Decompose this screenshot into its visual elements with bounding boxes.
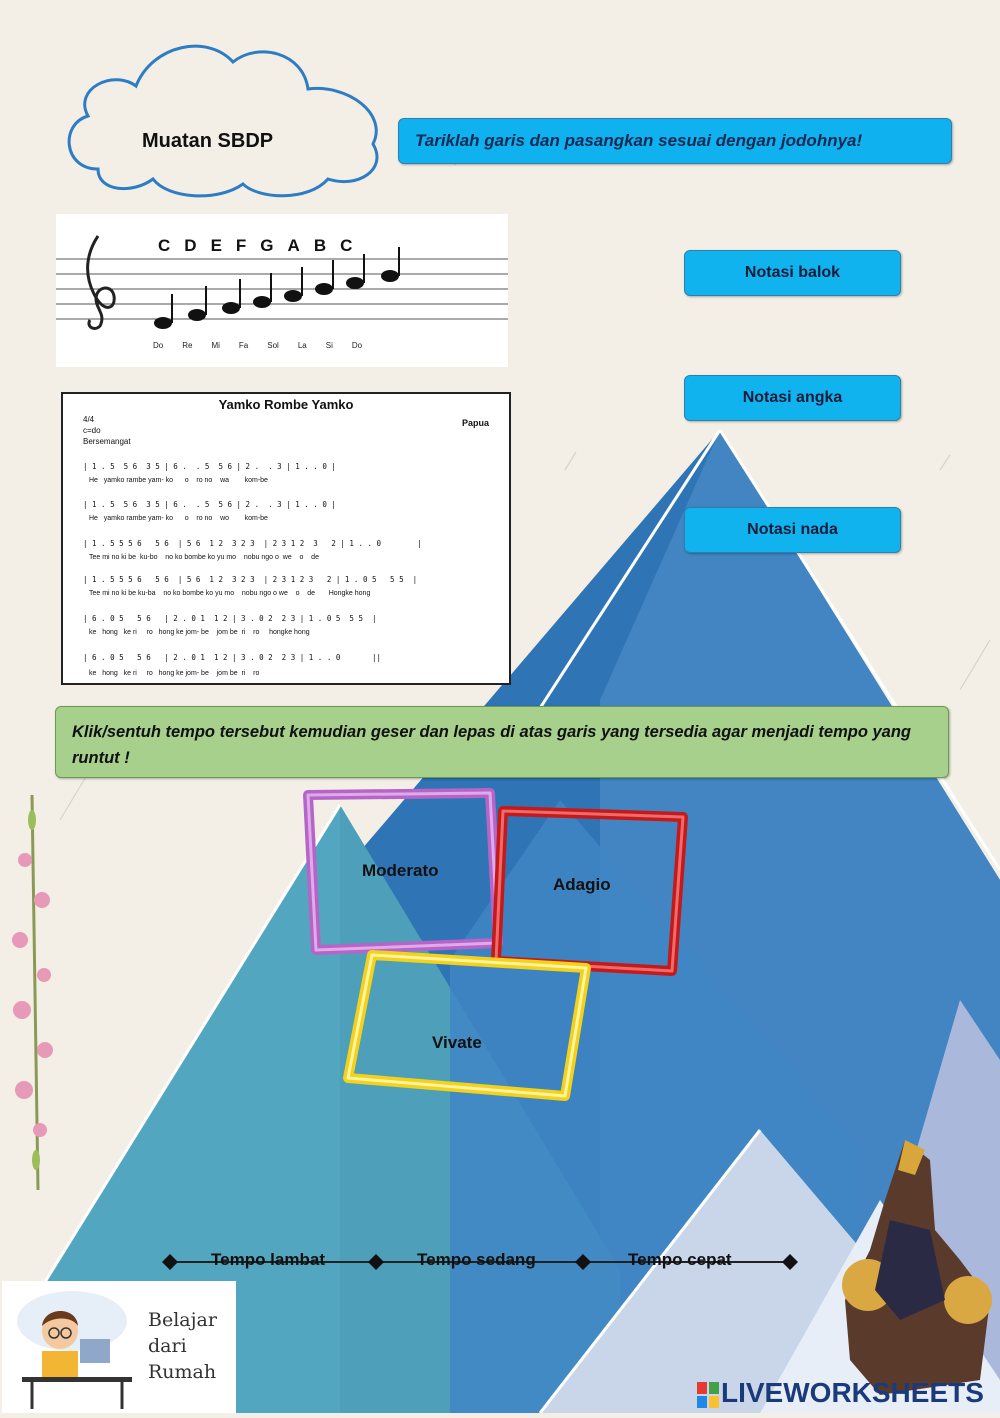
score-notes-1: | 1 . 5 5 6 3 5 | 6 . . 5 5 6 | 2 . . 3 | 1 . . 0 | (83, 462, 336, 471)
belajar-dari-rumah-logo (2, 1281, 236, 1413)
score-notes-4: | 1 . 5 5 5 6 5 6 | 5 6 1 2 3 2 3 | 2 3 1 2 3 2 | 1 . 0 5 5 5 | (83, 575, 418, 584)
drop-slot-tempo-sedang[interactable]: Tempo sedang (417, 1250, 536, 1269)
score-lyric-6: ke hong ke ri ro hong ke jom- be jom be ri ro (89, 670, 260, 677)
belajar-text: Belajar dari Rumah (148, 1309, 217, 1383)
score-lyric-3: Tee mi no ki be ku-bo no ko bombe ko yu mo nobu ngo o we o de (89, 554, 319, 561)
instruction-drag-tempo (55, 706, 949, 778)
cloud-shape (58, 34, 390, 199)
score-notes-2: | 1 . 5 5 6 3 5 | 6 . . 5 5 6 | 2 . . 3 | 1 . . 0 | (83, 500, 336, 509)
drop-slot-tempo-cepat[interactable]: Tempo cepat (628, 1250, 732, 1269)
drop-slot-tempo-lambat[interactable]: Tempo lambat (211, 1250, 325, 1269)
solfege-row: Do Re Mi Fa Sol La Si Do (153, 341, 363, 350)
note-letters: CDEFGABC (158, 236, 367, 255)
tempo-card-vivate[interactable]: Vivate (432, 1033, 482, 1052)
staff-notation-image[interactable] (56, 214, 508, 367)
option-notasi-nada[interactable]: Notasi nada (684, 507, 901, 553)
score-region: Papua (461, 418, 489, 428)
score-meta: 4/4 c=do Bersemangat (83, 415, 131, 446)
subject-title: Muatan SBDP (142, 130, 274, 152)
instruction-matching (398, 118, 952, 164)
option-notasi-angka[interactable]: Notasi angka (684, 375, 901, 421)
tempo-card-adagio[interactable]: Adagio (553, 875, 611, 894)
tempo-frames (300, 785, 690, 1105)
score-lyric-1: He yamko rambe yam- ko o ro no wa kom-be (89, 477, 268, 484)
score-lyric-5: ke hong ke ri ro hong ke jom- be jom be ri ro hongke hong (89, 629, 310, 636)
option-notasi-balok[interactable]: Notasi balok (684, 250, 901, 296)
liveworksheets-logo: LIVEWORKSHEETS (697, 1377, 984, 1409)
score-notes-5: | 6 . 0 5 5 6 | 2 . 0 1 1 2 | 3 . 0 2 2 3 | 1 . 0 5 5 5 | (83, 614, 377, 623)
tempo-card-moderato[interactable]: Moderato (362, 861, 439, 880)
live-badge-icon (697, 1382, 719, 1408)
score-notes-6: | 6 . 0 5 5 6 | 2 . 0 1 1 2 | 3 . 0 2 2 3 | 1 . . 0 || (83, 653, 382, 662)
score-notes-3: | 1 . 5 5 5 6 5 6 | 5 6 1 2 3 2 3 | 2 3 1 2 3 2 | 1 . . 0 | (83, 539, 422, 548)
score-title: Yamko Rombe Yamko (218, 397, 354, 412)
instruction-drag-tempo-text: Klik/sentuh tempo tersebut kemudian geser dan lepas di atas garis yang tersedia agar menjadi tempo yang runtut ! (72, 723, 912, 767)
instruction-matching-text: Tariklah garis dan pasangkan sesuai dengan jodohnya! (415, 131, 863, 150)
number-notation-score[interactable] (61, 392, 511, 685)
score-lyric-4: Tee mi no ki be ku-ba no ko bombe ko yu mo nobu ngo o we o de Hongke hong (89, 590, 371, 597)
score-lyric-2: He yamko rambe yam- ko o ro no wo kom-be (89, 515, 268, 522)
student-illustration (2, 1281, 142, 1413)
